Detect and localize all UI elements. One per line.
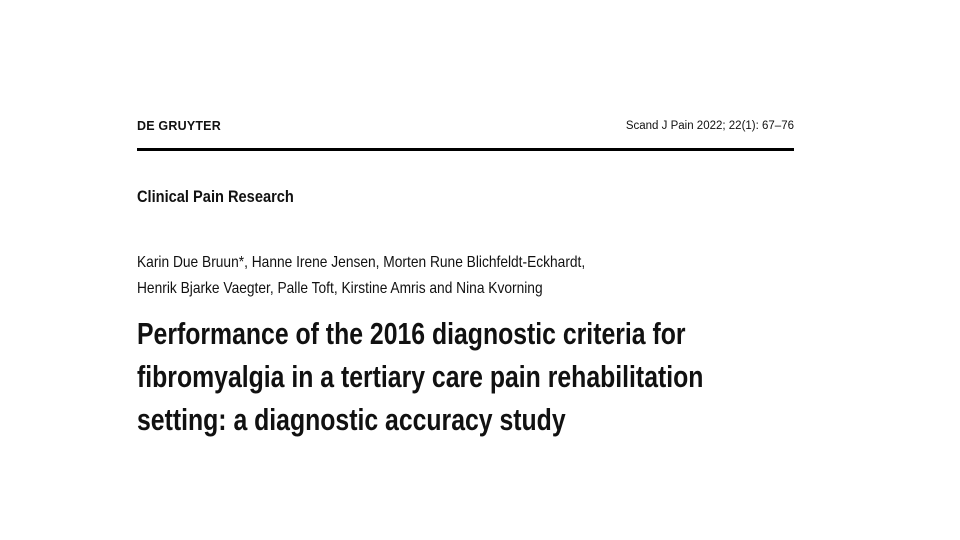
title-line: setting: a diagnostic accuracy study: [137, 402, 566, 437]
journal-header: [137, 119, 794, 139]
title-line: Performance of the 2016 diagnostic criteria for: [137, 316, 686, 351]
author-line: Karin Due Bruun*, Hanne Irene Jensen, Morten Rune Blichfeldt-Eckhardt,: [137, 254, 586, 271]
title-line: fibromyalgia in a tertiary care pain rehabilitation: [137, 359, 704, 394]
journal-citation: Scand J Pain 2022; 22(1): 67–76: [625, 120, 794, 132]
header-rule: [137, 148, 794, 151]
article-title: [137, 312, 703, 441]
author-line: Henrik Bjarke Vaegter, Palle Toft, Kirstine Amris and Nina Kvorning: [137, 280, 543, 297]
author-list: [137, 250, 585, 302]
section-label: Clinical Pain Research: [137, 187, 294, 206]
publisher-name: DE GRUYTER: [137, 119, 221, 133]
